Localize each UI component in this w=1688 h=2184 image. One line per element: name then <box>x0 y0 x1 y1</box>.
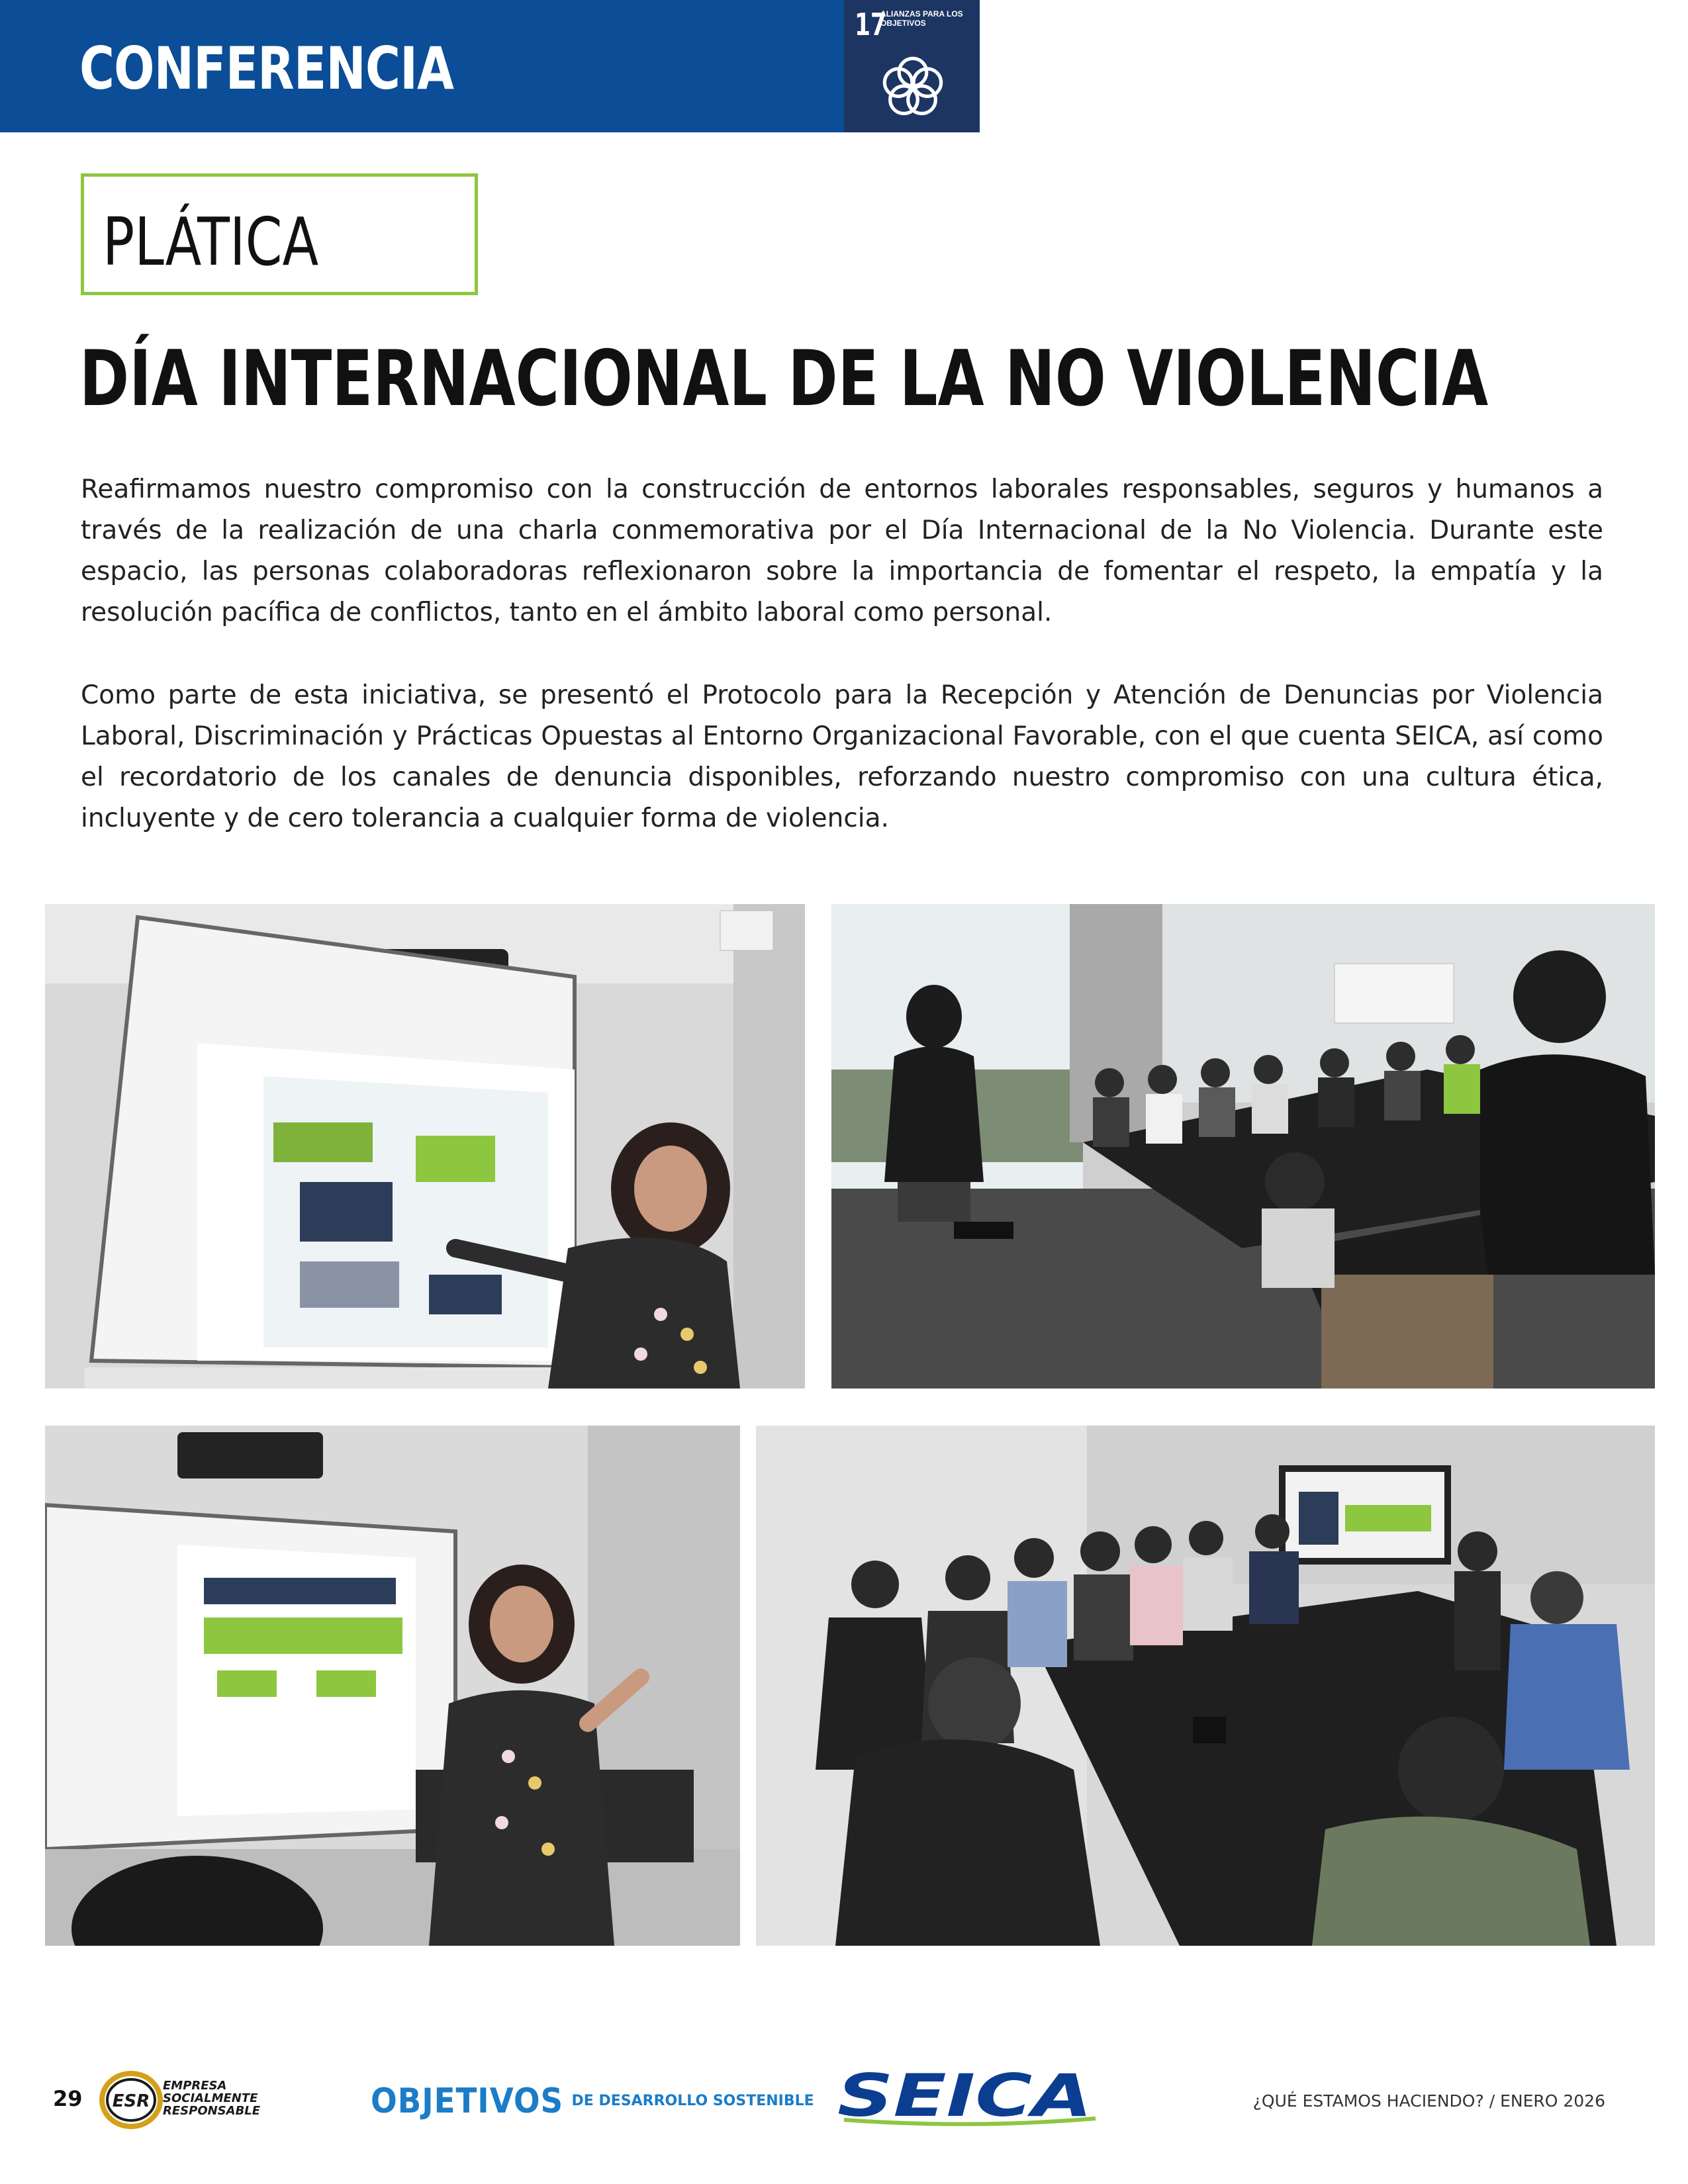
photo-group-conference-table <box>756 1426 1655 1946</box>
section-title: CONFERENCIA <box>79 34 454 103</box>
sdg-label: ALIANZAS PARA LOS OBJETIVOS <box>880 9 963 28</box>
sdg-17-badge <box>844 0 980 132</box>
seica-logo <box>837 2068 1115 2128</box>
esr-logo <box>99 2064 278 2136</box>
interlocking-rings-icon <box>878 53 947 122</box>
ods-logo <box>371 2081 814 2121</box>
main-heading: DÍA INTERNACIONAL DE LA NO VIOLENCIA <box>79 334 1489 424</box>
header-band <box>0 0 980 132</box>
sdg-number: 17 <box>855 7 887 42</box>
section-tag-label: PLÁTICA <box>103 203 319 281</box>
seica-wordmark: SEICA <box>837 2068 1092 2128</box>
body-paragraph-1: Reafirmamos nuestro compromiso con la construcción de entornos laborales responsables, seguros y humanos a través de la realización de una charla conmemorativa por el Día Internacional de la No Violencia. Durante este espacio, las personas colaboradoras reflexionaron sobre la importancia de fomentar el respeto, la empatía y la resolución pacífica de conflictos, tanto en el ámbito laboral como personal. <box>81 475 1603 627</box>
section-tag <box>81 173 478 295</box>
ods-sub-text: DE DESARROLLO SOSTENIBLE <box>571 2093 814 2109</box>
photo-audience-seated <box>831 904 1655 1388</box>
issue-footer: ¿QUÉ ESTAMOS HACIENDO? / ENERO 2026 <box>1252 2091 1605 2111</box>
esr-abbr: ESR <box>112 2091 150 2111</box>
photo-presenter-gesturing <box>45 1426 740 1946</box>
esr-text: EMPRESA SOCIALMENTE RESPONSABLE <box>163 2079 261 2118</box>
ods-main-text: OBJETIVOS <box>371 2081 564 2121</box>
page-number: 29 <box>53 2086 83 2111</box>
photo-presenter-at-screen <box>45 904 805 1388</box>
body-paragraph-2: Como parte de esta iniciativa, se presentó el Protocolo para la Recepción y Atención de Denuncias por Violencia Laboral, Discriminación y Prácticas Opuestas al Entorno Organizacional Favorable, con el que cuenta SEICA, así como el recordatorio de los canales de denuncia disponibles, reforzando nuestro compromiso con una cultura ética, incluyente y de cero tolerancia a cualquier forma de violencia. <box>81 680 1603 833</box>
